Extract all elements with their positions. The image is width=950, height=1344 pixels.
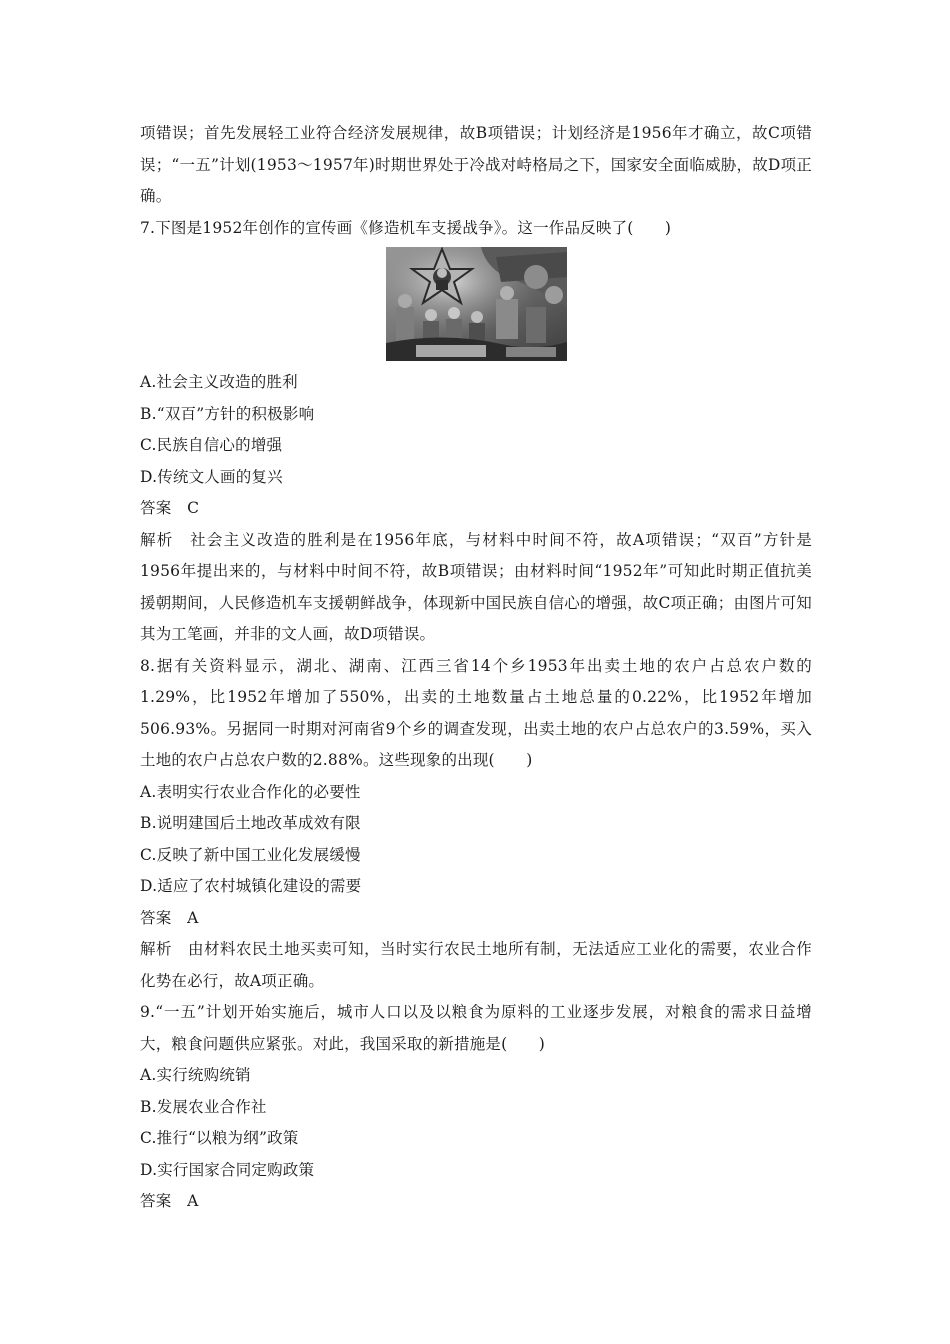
q8-option-b: B.说明建国后土地改革成效有限 bbox=[140, 814, 361, 832]
q7-option-d: D.传统文人画的复兴 bbox=[140, 467, 283, 486]
q8-answer: 答案 A bbox=[140, 908, 199, 927]
q7-answer: 答案 C bbox=[140, 499, 200, 517]
q8-stem: 8.据有关资料显示，湖北、湖南、江西三省14个乡1953年出卖土地的农户占总农户数的1.29%，比1952年增加了550%，出卖的土地数量占土地总量的0.22%，比1952年增加506.93%。另据同一时期对河南省9个乡的调查发现，出卖土地的农户占总农户的3.59%，买入土地的农户占总农户数的2.88%。这些现象的出现( ) bbox=[140, 656, 812, 769]
q7-stem: 7.下图是1952年创作的宣传画《修造机车支援战争》。这一作品反映了( ) bbox=[140, 218, 672, 237]
q9-answer: 答案 A bbox=[140, 1192, 199, 1210]
q9-option-a: A.实行统购统销 bbox=[140, 1066, 251, 1084]
q6-analysis-continued: 项错误；首先发展轻工业符合经济发展规律，故B项错误；计划经济是1956年才确立，故C项错误；“一五”计划(1953～1957年)时期世界处于冷战对峙格局之下，国家安全面临威胁，故D项正确。 bbox=[140, 124, 812, 205]
q8-analysis: 解析 由材料农民土地买卖可知，当时实行农民土地所有制，无法适应工业化的需要，农业合作化势在必行，故A项正确。 bbox=[140, 940, 812, 990]
q8-option-c: C.反映了新中国工业化发展缓慢 bbox=[140, 845, 361, 864]
q7-analysis: 解析 社会主义改造的胜利是在1956年底，与材料中时间不符，故A项错误；“双百”方针是1956年提出来的，与材料中时间不符，故B项错误；由材料时间“1952年”可知此时期正值抗美援朝期间，人民修造机车支援朝鲜战争，体现新中国民族自信心的增强，故C项正确；由图片可知其为工笔画，并非的文人画，故D项错误。 bbox=[140, 530, 812, 643]
q8-option-d: D.适应了农村城镇化建设的需要 bbox=[140, 877, 362, 895]
q7-option-c: C.民族自信心的增强 bbox=[140, 436, 283, 454]
q8-option-a: A.表明实行农业合作化的必要性 bbox=[140, 782, 361, 801]
q9-option-d: D.实行国家合同定购政策 bbox=[140, 1160, 315, 1179]
q7-option-b: B.“双百”方针的积极影响 bbox=[140, 404, 315, 423]
propaganda-poster-image bbox=[386, 247, 567, 361]
q9-stem: 9.“一五”计划开始实施后，城市人口以及以粮食为原料的工业逐步发展，对粮食的需求日益增大，粮食问题供应紧张。对此，我国采取的新措施是( ) bbox=[140, 1003, 812, 1053]
q9-option-b: B.发展农业合作社 bbox=[140, 1097, 267, 1116]
document-page bbox=[140, 118, 812, 1218]
q7-figure bbox=[140, 247, 812, 361]
q7-option-a: A.社会主义改造的胜利 bbox=[140, 373, 298, 391]
q9-option-c: C.推行“以粮为纲”政策 bbox=[140, 1129, 299, 1147]
poster-illustration bbox=[386, 247, 567, 361]
